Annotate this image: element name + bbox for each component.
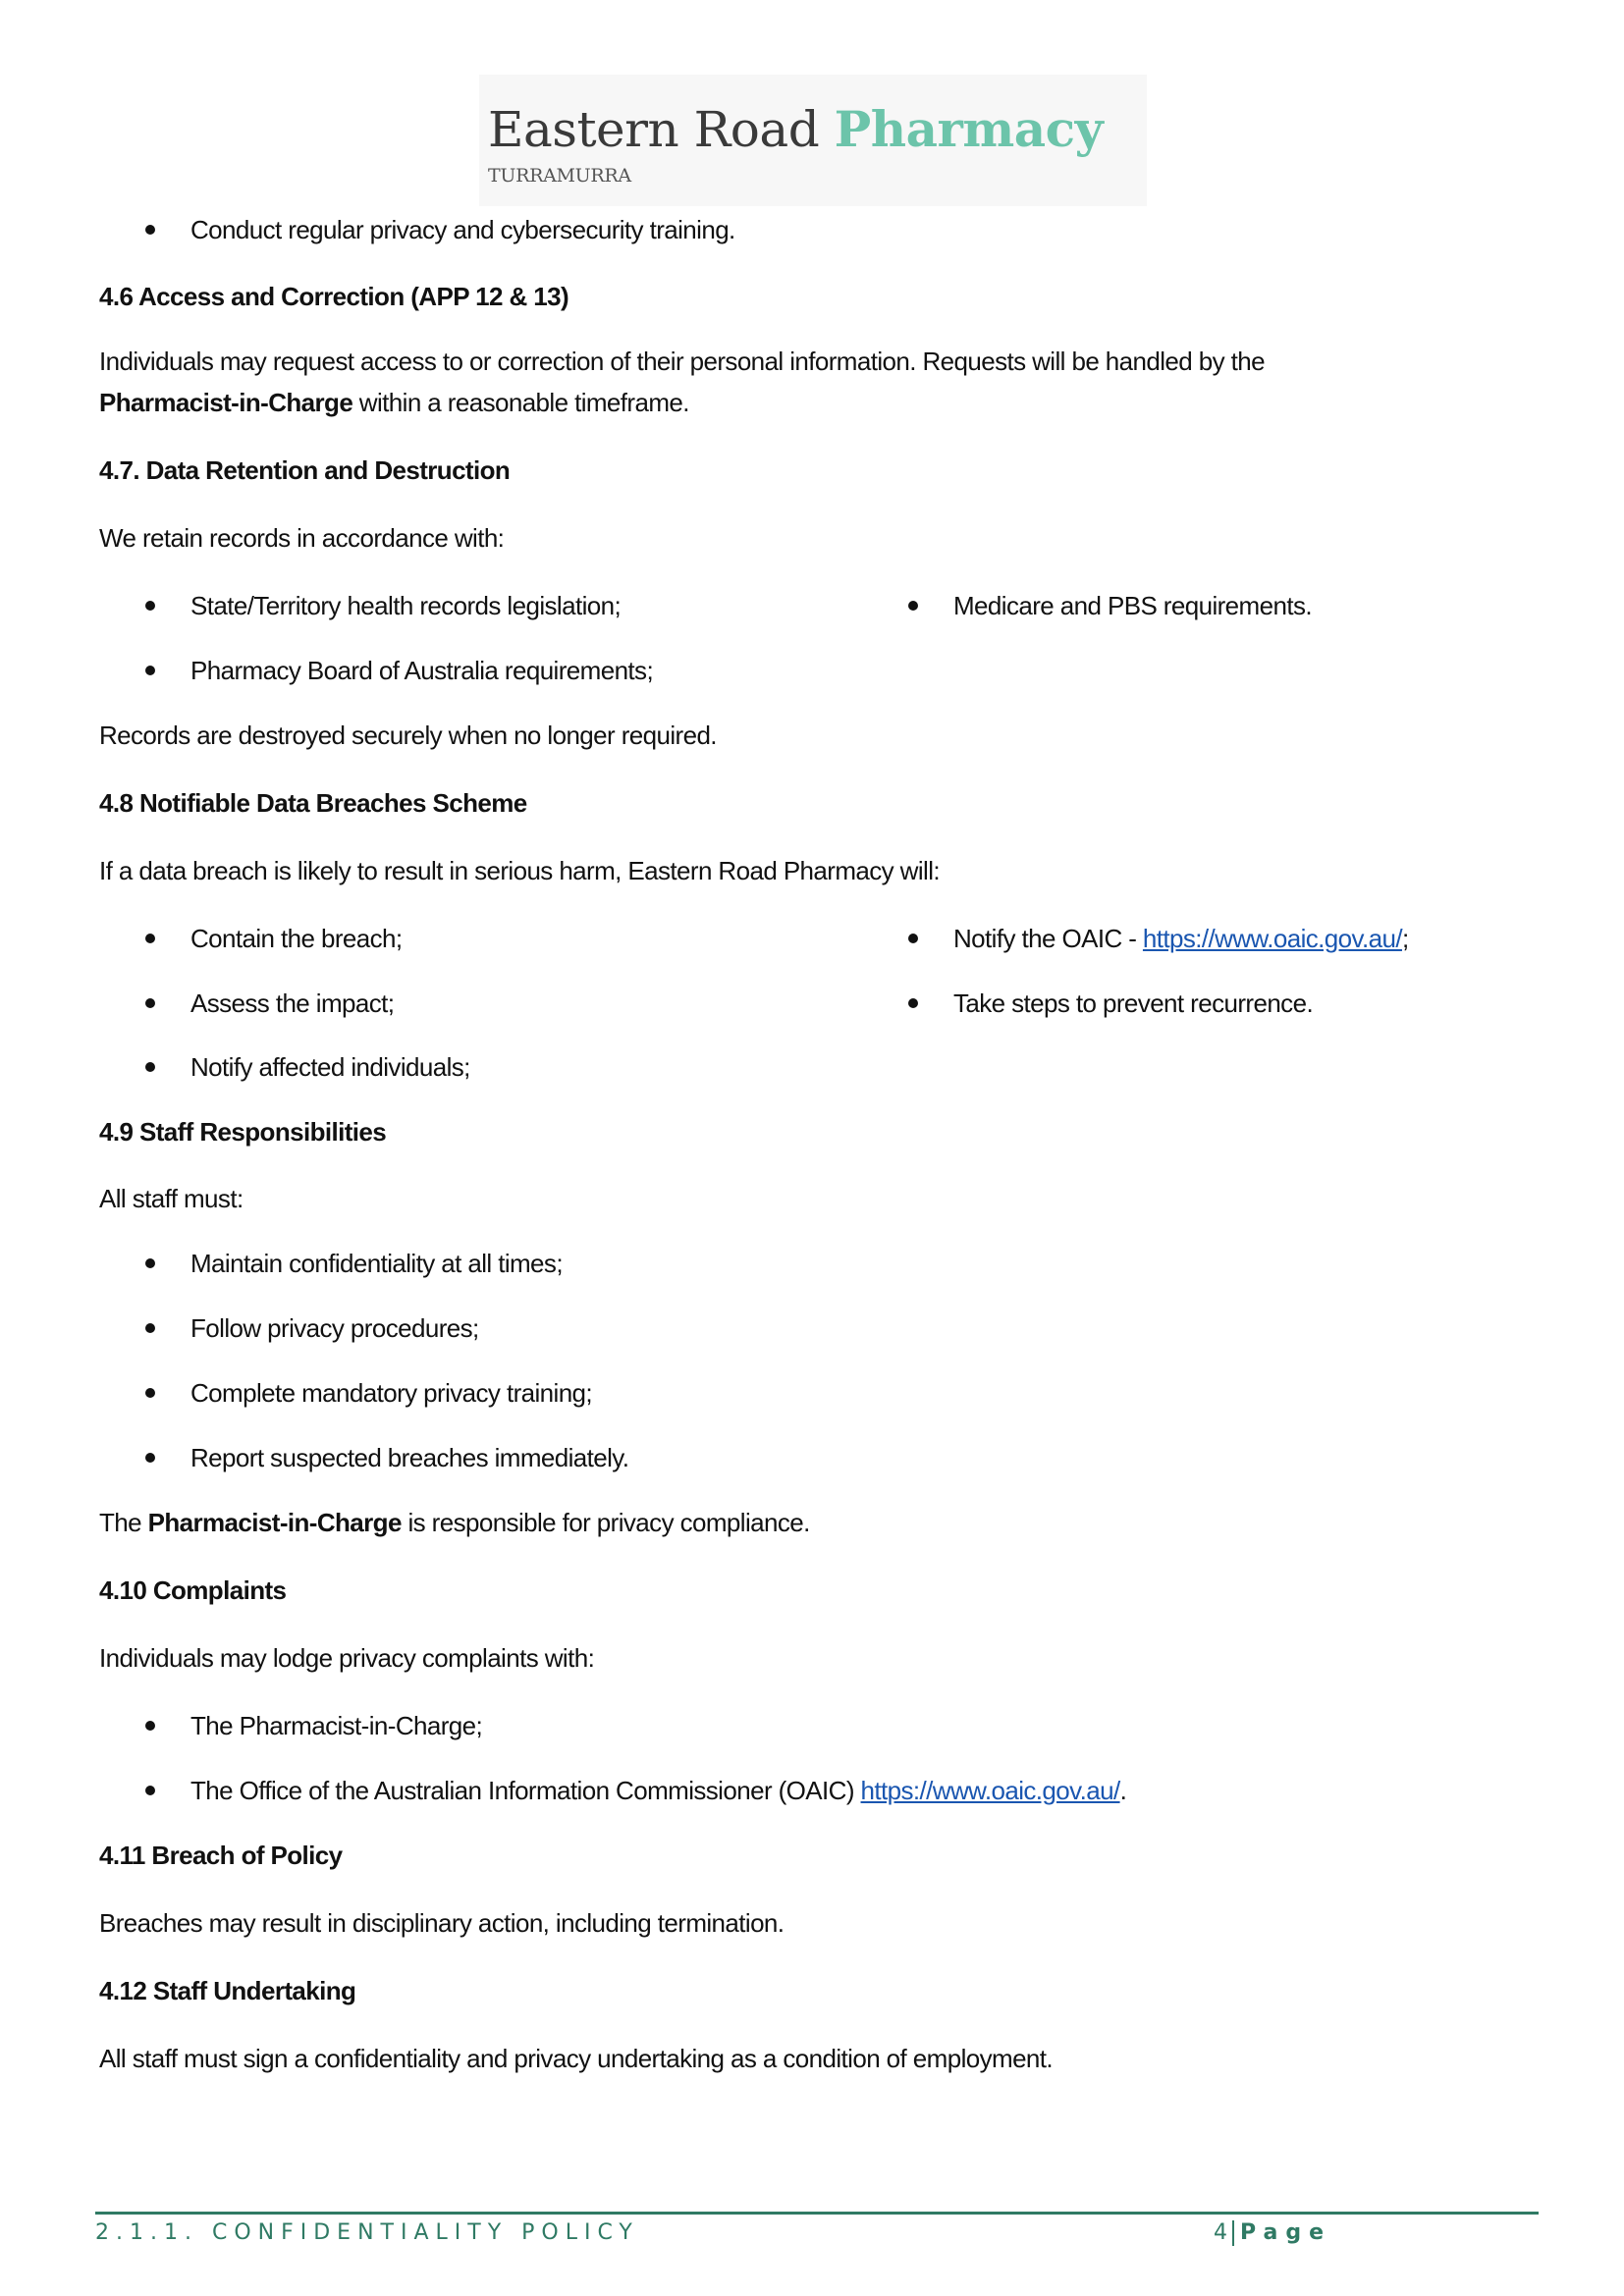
- bold-role: Pharmacist-in-Charge: [147, 1508, 402, 1537]
- bullet-icon: [145, 666, 155, 675]
- paragraph-4-7-intro: We retain records in accordance with:: [99, 523, 505, 553]
- list-item: State/Territory health records legislation;: [145, 590, 621, 621]
- list-item: Notify affected individuals;: [145, 1051, 470, 1083]
- list-item: Take steps to prevent recurrence.: [908, 988, 1313, 1019]
- logo-location: TURRAMURRA: [488, 165, 631, 187]
- section-heading-4-10: 4.10 Complaints: [99, 1575, 287, 1605]
- bullet-icon: [145, 998, 155, 1008]
- section-heading-4-8: 4.8 Notifiable Data Breaches Scheme: [99, 788, 527, 818]
- bullet-icon: [145, 1721, 155, 1731]
- paragraph-4-6-line1: Individuals may request access to or correction of their personal information. Requests will be handled by the: [99, 347, 1265, 376]
- section-heading-4-7: 4.7. Data Retention and Destruction: [99, 455, 511, 485]
- paragraph-4-11: Breaches may result in disciplinary action, including termination.: [99, 1908, 785, 1938]
- list-item: Notify the OAIC - https://www.oaic.gov.au/;: [908, 923, 1409, 954]
- paragraph-4-7-closing: Records are destroyed securely when no longer required.: [99, 721, 717, 750]
- list-item: Maintain confidentiality at all times;: [145, 1248, 563, 1279]
- bullet-icon: [145, 1786, 155, 1795]
- list-item: Complete mandatory privacy training;: [145, 1377, 592, 1409]
- bullet-icon: [145, 1388, 155, 1398]
- list-item: Contain the breach;: [145, 923, 403, 954]
- page-word: Page: [1240, 2220, 1332, 2245]
- section-heading-4-6: 4.6 Access and Correction (APP 12 & 13): [99, 282, 569, 311]
- bullet-icon: [145, 601, 155, 611]
- logo-brand-dark: Eastern Road: [488, 101, 820, 158]
- paragraph-4-6-line2: Pharmacist-in-Charge within a reasonable timeframe.: [99, 388, 689, 417]
- bullet-icon: [145, 1323, 155, 1333]
- list-item: The Office of the Australian Information Commissioner (OAIC) https://www.oaic.gov.au/.: [145, 1775, 1126, 1806]
- section-heading-4-11: 4.11 Breach of Policy: [99, 1841, 343, 1870]
- bullet-icon: [908, 998, 918, 1008]
- oaic-link[interactable]: https://www.oaic.gov.au/: [860, 1776, 1120, 1805]
- paragraph-4-8-intro: If a data breach is likely to result in serious harm, Eastern Road Pharmacy will:: [99, 856, 941, 885]
- footer-divider: [95, 2212, 1539, 2215]
- page-number: 4: [1214, 2220, 1228, 2245]
- list-item: Medicare and PBS requirements.: [908, 590, 1312, 621]
- paragraph-4-12: All staff must sign a confidentiality and privacy undertaking as a condition of employment.: [99, 2044, 1054, 2073]
- paragraph-4-9-closing: The Pharmacist-in-Charge is responsible for privacy compliance.: [99, 1508, 810, 1537]
- bullet-icon: [145, 1258, 155, 1268]
- bullet-icon: [908, 601, 918, 611]
- logo-wordmark: [488, 102, 1103, 157]
- bullet-icon: [145, 225, 155, 235]
- bullet-icon: [145, 934, 155, 943]
- page-separator: [1232, 2220, 1234, 2246]
- bullet-icon: [145, 1453, 155, 1463]
- list-item: Follow privacy procedures;: [145, 1312, 479, 1344]
- bullet-icon: [908, 934, 918, 943]
- bold-role: Pharmacist-in-Charge: [99, 388, 353, 417]
- bullet-icon: [145, 1062, 155, 1072]
- list-item: Report suspected breaches immediately.: [145, 1442, 628, 1473]
- list-item: Pharmacy Board of Australia requirements;: [145, 655, 653, 686]
- paragraph-4-10-intro: Individuals may lodge privacy complaints with:: [99, 1643, 595, 1673]
- list-item: The Pharmacist-in-Charge;: [145, 1710, 482, 1741]
- footer-page-indicator: [1214, 2220, 1331, 2246]
- logo-brand-accent: Pharmacy: [834, 100, 1104, 158]
- footer-doc-title: 2.1.1. CONFIDENTIALITY POLICY: [95, 2220, 639, 2245]
- list-item: Assess the impact;: [145, 988, 394, 1019]
- list-item: Conduct regular privacy and cybersecurity training.: [145, 214, 735, 245]
- paragraph-4-9-intro: All staff must:: [99, 1184, 244, 1213]
- section-heading-4-12: 4.12 Staff Undertaking: [99, 1976, 356, 2005]
- pharmacy-logo: [479, 75, 1147, 206]
- oaic-link[interactable]: https://www.oaic.gov.au/: [1142, 924, 1402, 953]
- section-heading-4-9: 4.9 Staff Responsibilities: [99, 1117, 387, 1147]
